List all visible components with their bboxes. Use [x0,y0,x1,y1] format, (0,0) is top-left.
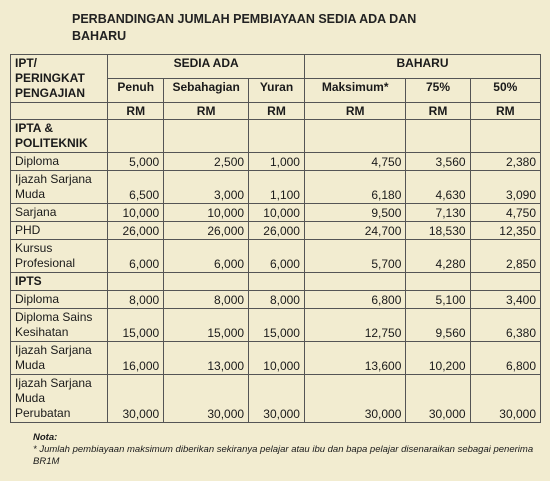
row-label: Ijazah Sarjana Muda Perubatan [11,375,108,423]
value-cell: 3,560 [406,153,470,171]
empty-cell [304,273,405,291]
value-cell: 10,200 [406,342,470,375]
value-cell: 26,000 [249,222,305,240]
header-unit: RM [406,103,470,120]
section-name: IPTS [11,273,108,291]
value-cell: 2,850 [470,240,540,273]
value-cell: 15,000 [108,309,164,342]
value-cell: 30,000 [108,375,164,423]
row-label: PHD [11,222,108,240]
row-label: Kursus Profesional [11,240,108,273]
value-cell: 8,000 [249,291,305,309]
header-group-baharu: BAHARU [304,55,540,79]
value-cell: 13,600 [304,342,405,375]
value-cell: 5,000 [108,153,164,171]
value-cell: 15,000 [249,309,305,342]
value-cell: 7,130 [406,204,470,222]
value-cell: 8,000 [164,291,249,309]
empty-cell [406,120,470,153]
row-label: Ijazah Sarjana Muda [11,171,108,204]
title-line-1: PERBANDINGAN JUMLAH PEMBIAYAAN SEDIA ADA DAN [72,12,417,26]
value-cell: 2,380 [470,153,540,171]
value-cell: 12,350 [470,222,540,240]
row-label: Diploma [11,153,108,171]
value-cell: 6,000 [108,240,164,273]
footnote [33,432,543,468]
value-cell: 30,000 [164,375,249,423]
table-row [11,240,541,273]
header-75-percent: 75% [406,79,470,103]
header-maksimum: Maksimum* [304,79,405,103]
value-cell: 1,000 [249,153,305,171]
value-cell: 3,000 [164,171,249,204]
value-cell: 10,000 [108,204,164,222]
empty-cell [249,120,305,153]
value-cell: 16,000 [108,342,164,375]
table-row [11,222,541,240]
value-cell: 30,000 [470,375,540,423]
empty-cell [470,120,540,153]
header-unit: RM [164,103,249,120]
header-unit: RM [304,103,405,120]
title-line-2: BAHARU [72,29,127,43]
section-name: IPTA & POLITEKNIK [11,120,108,153]
value-cell: 30,000 [249,375,305,423]
header-sebahagian: Sebahagian [164,79,249,103]
value-cell: 12,750 [304,309,405,342]
value-cell: 6,800 [470,342,540,375]
value-cell: 4,280 [406,240,470,273]
table-row [11,375,541,423]
header-unit: RM [470,103,540,120]
empty-cell [304,120,405,153]
empty-cell [108,120,164,153]
value-cell: 2,500 [164,153,249,171]
empty-cell [406,273,470,291]
table-row [11,171,541,204]
value-cell: 30,000 [406,375,470,423]
value-cell: 10,000 [164,204,249,222]
table-row [11,309,541,342]
row-label: Diploma [11,291,108,309]
empty-cell [164,120,249,153]
table-row [11,291,541,309]
value-cell: 8,000 [108,291,164,309]
value-cell: 15,000 [164,309,249,342]
value-cell: 10,000 [249,342,305,375]
section-header-row [11,273,541,291]
row-label: Ijazah Sarjana Muda [11,342,108,375]
header-unit-blank [11,103,108,120]
value-cell: 4,630 [406,171,470,204]
value-cell: 6,500 [108,171,164,204]
value-cell: 9,560 [406,309,470,342]
value-cell: 6,000 [164,240,249,273]
value-cell: 26,000 [164,222,249,240]
value-cell: 24,700 [304,222,405,240]
table-body [11,120,541,423]
value-cell: 9,500 [304,204,405,222]
table-row [11,342,541,375]
financing-comparison-table [10,54,541,423]
value-cell: 6,800 [304,291,405,309]
value-cell: 30,000 [304,375,405,423]
table-row [11,204,541,222]
value-cell: 4,750 [304,153,405,171]
value-cell: 3,400 [470,291,540,309]
empty-cell [164,273,249,291]
value-cell: 4,750 [470,204,540,222]
row-label: Diploma Sains Kesihatan [11,309,108,342]
header-group-sedia-ada: SEDIA ADA [108,55,305,79]
value-cell: 26,000 [108,222,164,240]
value-cell: 5,700 [304,240,405,273]
empty-cell [108,273,164,291]
footnote-heading: Nota: [33,432,58,443]
value-cell: 18,530 [406,222,470,240]
value-cell: 5,100 [406,291,470,309]
header-unit: RM [249,103,305,120]
value-cell: 1,100 [249,171,305,204]
value-cell: 13,000 [164,342,249,375]
value-cell: 6,180 [304,171,405,204]
header-unit: RM [108,103,164,120]
table-row [11,153,541,171]
footnote-text: * Jumlah pembiayaan maksimum diberikan sekiranya pelajar atau ibu dan bapa pelajar disenaraikan sebagai penerima BR1M [33,444,534,467]
header-penuh: Penuh [108,79,164,103]
value-cell: 6,000 [249,240,305,273]
value-cell: 10,000 [249,204,305,222]
header-ipt-level: IPT/ PERINGKAT PENGAJIAN [11,55,108,103]
empty-cell [470,273,540,291]
row-label: Sarjana [11,204,108,222]
empty-cell [249,273,305,291]
document-title [72,11,512,45]
section-header-row [11,120,541,153]
value-cell: 3,090 [470,171,540,204]
header-50-percent: 50% [470,79,540,103]
header-yuran: Yuran [249,79,305,103]
value-cell: 6,380 [470,309,540,342]
